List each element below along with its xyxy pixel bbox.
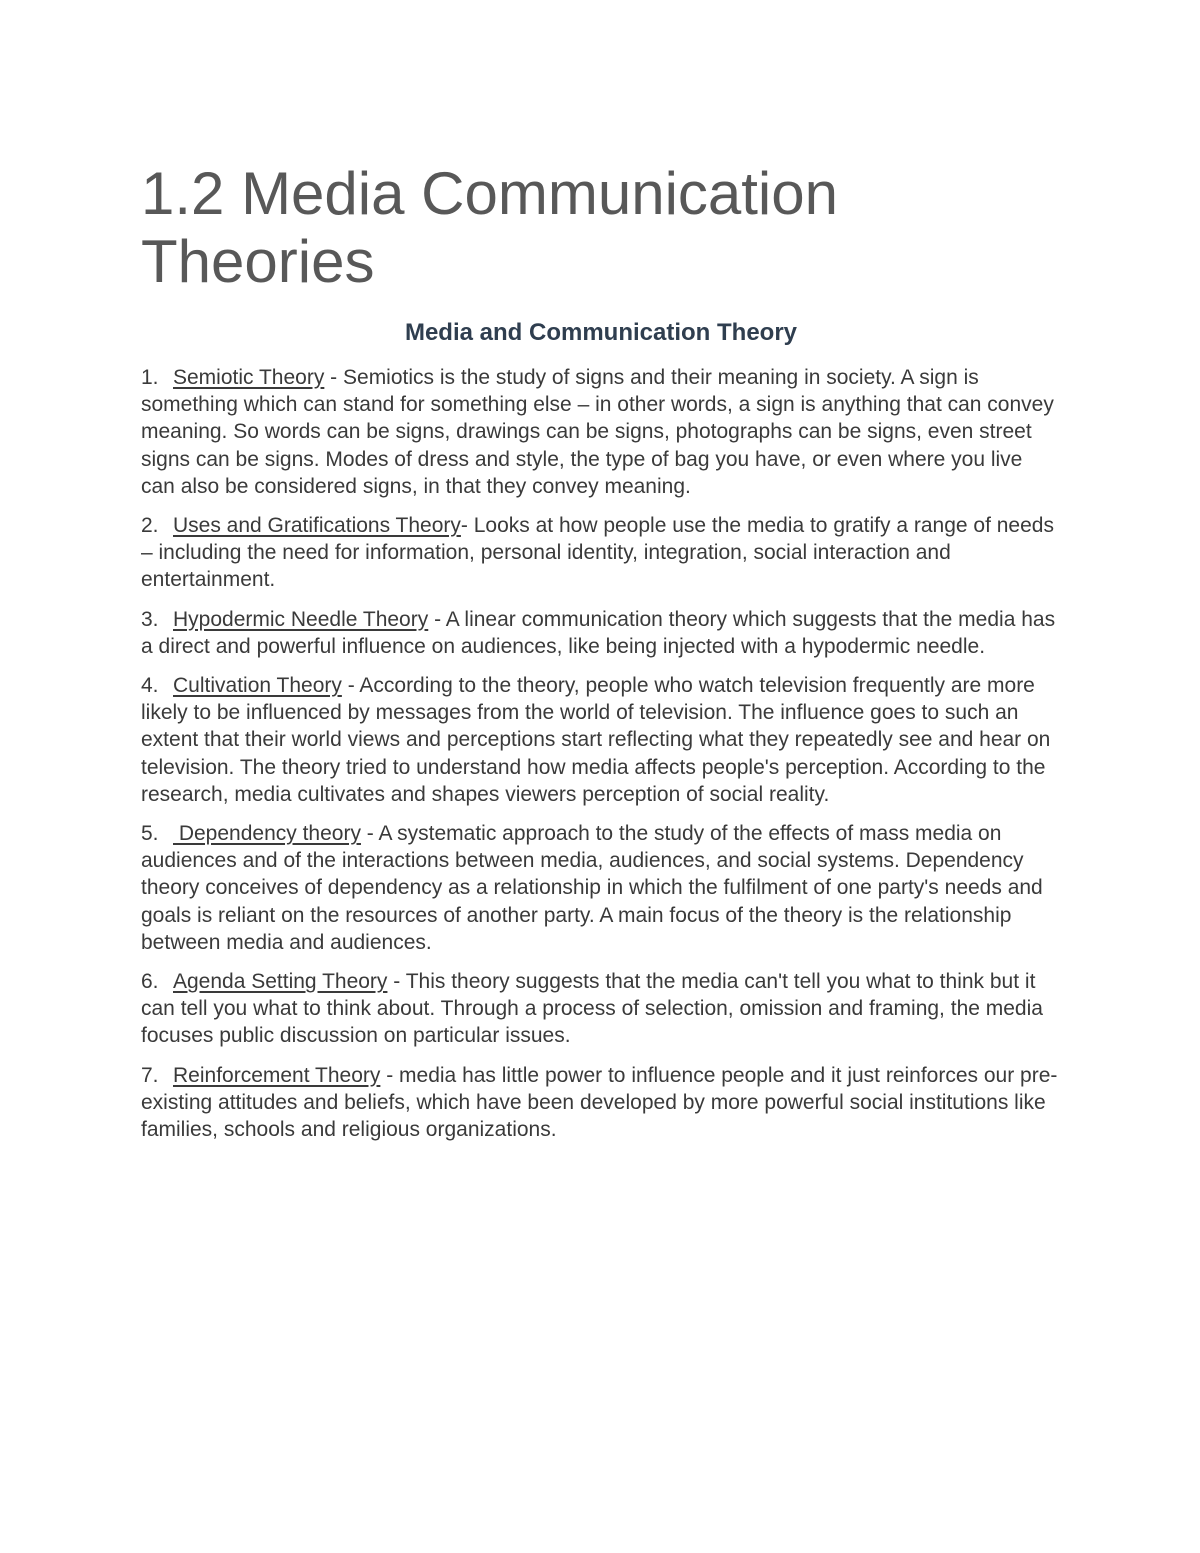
page-title-line-1: 1.2 Media Communication — [141, 160, 839, 227]
theory-description: - media has little power to influence people and it just reinforces our pre-existing attitudes and beliefs, which have been developed by more powerful social institutions like families, schools and religious organizations. — [141, 1063, 1058, 1142]
theory-description: - Looks at how people use the media to gratify a range of needs – including the need for information, personal identity, integration, social interaction and entertainment. — [141, 514, 1054, 592]
theory-description: - Semiotics is the study of signs and their meaning in society. A sign is something which can stand for something else – in other words, a sign is anything that can convey meaning. So words can be signs, drawings can be signs, photographs can be signs, even street signs can be signs. Modes of dress and style, the type of bag you have, or even where you live can also be considered signs, in that they convey meaning. — [141, 366, 1054, 498]
theory-name: Hypodermic Needle Theory — [173, 607, 429, 631]
theory-description: - This theory suggests that the media can't tell you what to think but it can tell you what to think about. Through a process of selection, omission and framing, the media focuses public discussion on particular issues. — [141, 970, 1043, 1048]
theory-item-2 — [141, 512, 1061, 594]
theory-item-3 — [141, 606, 1061, 660]
theory-number: 4. — [141, 674, 159, 698]
theory-description: - A linear communication theory which suggests that the media has a direct and powerful influence on audiences, like being injected with a hypodermic needle. — [141, 607, 1056, 658]
theory-name: Cultivation Theory — [173, 674, 342, 698]
page-title-line-2: Theories — [141, 228, 375, 295]
theory-description: - A systematic approach to the study of the effects of mass media on audiences and of the interactions between media, audiences, and social systems. Dependency theory conceives of dependency as a relationship in which the fulfilment of one party's needs and goals is reliant on the resources of another party. A main focus of the theory is the relationship between media and audiences. — [141, 822, 1043, 954]
theory-name: Agenda Setting Theory — [173, 970, 388, 994]
theory-item-1 — [141, 364, 1061, 500]
section-subtitle: Media and Communication Theory — [404, 319, 798, 346]
theory-item-6 — [141, 968, 1061, 1050]
theory-number: 3. — [141, 607, 159, 631]
theory-item-7 — [141, 1062, 1061, 1144]
theory-number: 2. — [141, 514, 159, 538]
theory-item-5 — [141, 820, 1061, 956]
theory-name: Reinforcement Theory — [173, 1063, 381, 1087]
theory-description: - According to the theory, people who watch television frequently are more likely to be influenced by messages from the world of television. The influence goes to such an extent that their world views and perceptions start reflecting what they repeatedly see and hear on television. The theory tried to understand how media affects people's perception. According to the research, media cultivates and shapes viewers perception of social reality. — [141, 674, 1051, 806]
theory-item-4 — [141, 672, 1061, 808]
theory-number: 6. — [141, 970, 159, 994]
theory-name: Semiotic Theory — [173, 366, 325, 389]
theory-name: Uses and Gratifications Theory — [173, 514, 461, 538]
document-page — [141, 160, 1061, 1155]
theory-number: 5. — [141, 822, 159, 846]
page-title — [141, 160, 1061, 296]
theory-number: 7. — [141, 1063, 159, 1087]
theory-name: Dependency theory — [173, 822, 361, 846]
theory-number: 1. — [141, 366, 159, 389]
